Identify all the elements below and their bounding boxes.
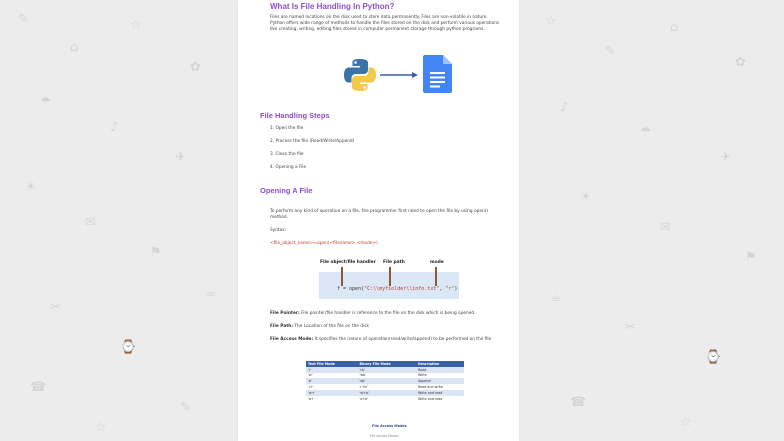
doodle-icon: ⚑	[745, 250, 757, 265]
page-title: What Is File Handling In Python?	[270, 2, 395, 11]
column-header: Text File Mode	[306, 361, 357, 367]
doodle-icon: ✂	[50, 300, 61, 315]
doodle-icon: ⚑	[150, 245, 162, 260]
doodle-icon: ☆	[545, 14, 557, 29]
code-suffix: )	[454, 286, 458, 292]
doodle-icon: ✎	[18, 12, 29, 27]
doodle-icon: ✉	[660, 220, 671, 235]
definition-file-path: File Path: The Location of the file on the disk	[270, 324, 369, 329]
steps-heading: File Handling Steps	[260, 111, 330, 120]
doodle-icon: ☀	[580, 190, 592, 205]
code-path: "C:\\myfiolder\\info.txt"	[364, 286, 440, 292]
table-row: 'w+' 'w+b' Write and read	[306, 390, 464, 396]
table-row: 'r+' 'r+b' Read and write	[306, 384, 464, 390]
doodle-icon: ✈	[175, 150, 186, 165]
doodle-icon: ☎	[30, 380, 47, 395]
doodle-icon: ☕	[550, 290, 562, 305]
doodle-icon: ⌚	[120, 340, 137, 355]
figure-note: File Access Modes	[370, 434, 399, 438]
doodle-icon: ☂	[40, 95, 52, 110]
doodle-icon: ⌂	[670, 20, 679, 35]
doodle-icon: ✿	[735, 55, 746, 70]
list-item: 1. Open the file	[270, 126, 304, 131]
list-item: 3. Close the file	[270, 152, 304, 157]
code-separator: ,	[439, 286, 446, 292]
doodle-icon: ☎	[570, 395, 587, 410]
pointer-line	[341, 267, 343, 286]
doodle-icon: ✉	[85, 215, 96, 230]
table-row: 'r' 'rb' Read	[306, 367, 464, 373]
python-to-file-illustration	[342, 55, 460, 95]
document-page	[238, 0, 519, 441]
doodle-icon: ☆	[130, 18, 142, 33]
doodle-icon: ☀	[25, 180, 37, 195]
column-header: Description	[416, 361, 464, 367]
doodle-icon: ☕	[205, 285, 217, 300]
table-row: 'a+' 'a+b' Write and read	[306, 396, 464, 402]
list-item: 2. Process the file (Read/Write/Append)	[270, 139, 355, 144]
doodle-icon: ⌂	[70, 40, 79, 55]
code-mode: "r"	[445, 286, 455, 292]
doodle-icon: ✂	[625, 320, 636, 335]
doodle-icon: ✎	[605, 44, 616, 59]
label-file-path: File path	[383, 260, 405, 265]
opening-heading: Opening A File	[260, 186, 313, 195]
table-row: 'a' 'ab' Append	[306, 378, 464, 384]
doodle-icon: ✎	[180, 400, 191, 415]
open-syntax-diagram	[309, 255, 459, 303]
doodle-icon: ✈	[720, 150, 731, 165]
list-item: 4. Opening a File	[270, 165, 307, 170]
label-file-object: File object/file handler	[320, 260, 376, 265]
doodle-icon: ☂	[640, 125, 652, 140]
doodle-icon: ✿	[190, 60, 201, 75]
column-header: Binary File Mode	[357, 361, 416, 367]
python-logo-icon	[342, 57, 378, 93]
doodle-icon: ☆	[95, 420, 107, 435]
arrow-right-icon	[380, 72, 418, 78]
opening-paragraph: To perform any kind of operation on a file, the programmer first need to open the file by using open() method.	[270, 209, 489, 220]
pointer-line	[389, 267, 391, 286]
access-modes-table	[306, 361, 464, 401]
doodle-icon: ☆	[680, 415, 692, 430]
label-mode: mode	[430, 260, 444, 265]
table-row: 'w' 'wb' Write	[306, 373, 464, 379]
document-icon	[423, 55, 452, 93]
doodle-icon: ♪	[560, 100, 569, 115]
open-code-line	[337, 286, 457, 292]
definition-access-mode: File Access Mode: It specifies the nature of operation(read/write/append) to be performed on the file	[270, 337, 492, 342]
doodle-icon: ⌚	[705, 350, 722, 365]
table-caption: File Access Modes	[372, 424, 407, 428]
code-prefix: f = open(	[337, 286, 365, 292]
pointer-line	[435, 267, 437, 286]
definition-file-pointer: File Pointer: File pointer/file handler is reference to the file on the disk which is being opened.	[270, 311, 476, 316]
intro-paragraph: Files are named locations on the disk used to store data permanently. Files are non-volatile in nature. Python offers wide range of methods to handle the files stored on the disk and perform various operations like creating, writing, editing files stored in computer permanent storage through python programs.	[270, 15, 500, 32]
syntax-code: <file_object_name>=open(<filename>,<mode>)	[270, 241, 378, 246]
doodle-icon: ♪	[110, 120, 119, 135]
syntax-label: Syntax:	[270, 228, 287, 233]
